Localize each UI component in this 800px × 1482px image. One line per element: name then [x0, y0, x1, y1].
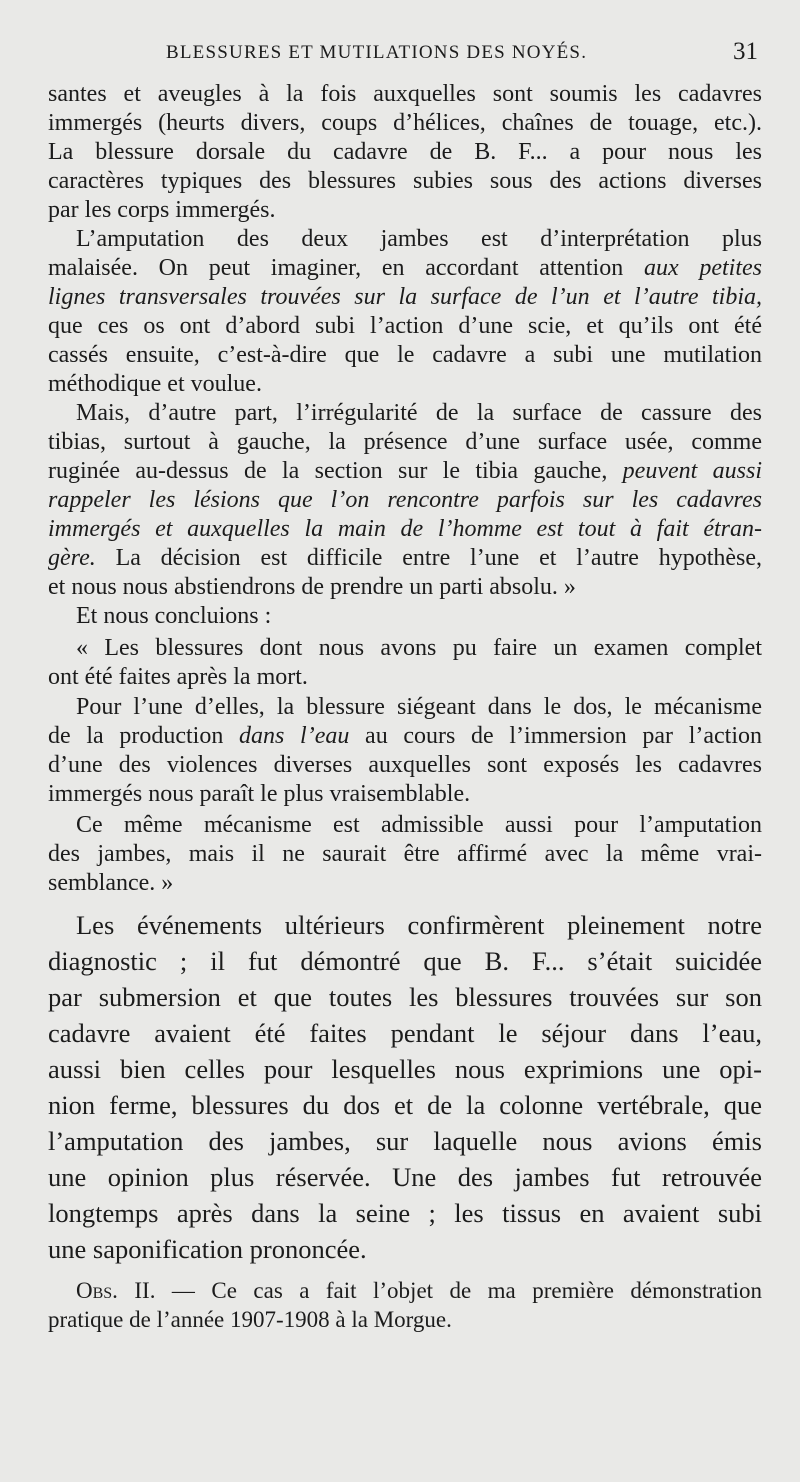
text-line: « Les blessures dont nous avons pu faire un examen complet — [76, 635, 762, 661]
text-line: cadavre avaient été faites pendant le séjour dans l’eau, — [48, 1018, 762, 1048]
text-line: des jambes, mais il ne saurait être affirmé avec la même vrai- — [48, 841, 762, 867]
text-line: que ces os ont d’abord subi l’action d’une scie, et qu’ils ont été — [48, 313, 762, 339]
italic-text: dans l’eau — [239, 723, 350, 749]
text-line: une opinion plus réservée. Une des jambes fut retrouvée — [48, 1162, 762, 1192]
text-line: ont été faites après la mort. — [48, 664, 308, 690]
text-line: Et nous concluions : — [76, 603, 272, 629]
text-line — [48, 283, 762, 312]
text-line: Mais, d’autre part, l’irrégularité de la surface de cassure des — [76, 400, 762, 426]
text-line: semblance. » — [48, 870, 174, 896]
text-line: gère. La décision est difficile entre l’une et l’autre hypothèse, — [48, 545, 762, 571]
text-line: santes et aveugles à la fois auxquelles sont soumis les cadavres — [48, 81, 762, 107]
italic-text: aux petites — [643, 255, 762, 281]
text-line: immergés (heurts divers, coups d’hélices, chaînes de touage, etc.). — [48, 110, 762, 136]
italic-text: rappeler les lésions que l’on rencontre parfois sur les cadavres — [48, 487, 762, 513]
text-line: Pour l’une d’elles, la blessure siégeant dans le dos, le mécanisme — [76, 694, 762, 720]
text-line: et nous nous abstiendrons de prendre un parti absolu. » — [48, 574, 576, 600]
italic-text: immergés et auxquelles la main de l’homme est tout à fait étran- — [48, 516, 762, 542]
text-line: longtemps après dans la seine ; les tissus en avaient subi — [48, 1198, 762, 1228]
running-title: BLESSURES ET MUTILATIONS DES NOYÉS. — [166, 42, 588, 63]
text-line: tibias, surtout à gauche, la présence d’une surface usée, comme — [48, 429, 762, 455]
text-line: L’amputation des deux jambes est d’interprétation plus — [76, 226, 762, 252]
text-line: méthodique et voulue. — [48, 371, 262, 397]
text-line: par submersion et que toutes les blessures trouvées sur son — [48, 982, 762, 1012]
text-line: malaisée. On peut imaginer, en accordant attention aux petites — [48, 255, 762, 281]
text-line: immergés nous paraît le plus vraisemblable. — [48, 781, 471, 807]
italic-text: peuvent aussi — [622, 458, 762, 484]
italic-text: lignes transversales trouvées sur la surface de l’un et l’autre tibia, — [48, 284, 762, 310]
text-line: nion ferme, blessures du dos et de la colonne vertébrale, que — [48, 1090, 762, 1120]
text-line: caractères typiques des blessures subies sous des actions diverses — [48, 168, 762, 194]
text-line: Obs. II. — Ce cas a fait l’objet de ma première démonstration — [76, 1278, 763, 1303]
text-line: l’amputation des jambes, sur laquelle nous avions émis — [48, 1126, 762, 1156]
text-line: cassés ensuite, c’est-à-dire que le cadavre a subi une mutilation — [48, 342, 762, 368]
text-line: diagnostic ; il fut démontré que B. F... s’était suicidée — [48, 946, 762, 976]
text-line: une saponification prononcée. — [48, 1234, 367, 1264]
text-line — [48, 515, 762, 544]
text-line: La blessure dorsale du cadavre de B. F... a pour nous les — [48, 139, 762, 165]
text-line: aussi bien celles pour lesquelles nous exprimions une opi- — [48, 1054, 762, 1084]
text-line: Les événements ultérieurs confirmèrent pleinement notre — [76, 910, 762, 940]
text-line: d’une des violences diverses auxquelles sont exposés les cadavres — [48, 752, 762, 778]
text-line: pratique de l’année 1907-1908 à la Morgue. — [48, 1307, 452, 1332]
text-line: Ce même mécanisme est admissible aussi pour l’amputation — [76, 812, 762, 838]
observation-label: Obs. II. — [76, 1278, 156, 1303]
text-line: de la production dans l’eau au cours de l’immersion par l’action — [48, 723, 763, 749]
italic-text: gère. — [48, 545, 96, 571]
page-number: 31 — [733, 38, 758, 65]
page-header — [0, 30, 800, 70]
text-line: ruginée au-dessus de la section sur le tibia gauche, peuvent aussi — [48, 458, 762, 484]
text-line: par les corps immergés. — [48, 197, 276, 223]
text-line — [48, 486, 762, 515]
